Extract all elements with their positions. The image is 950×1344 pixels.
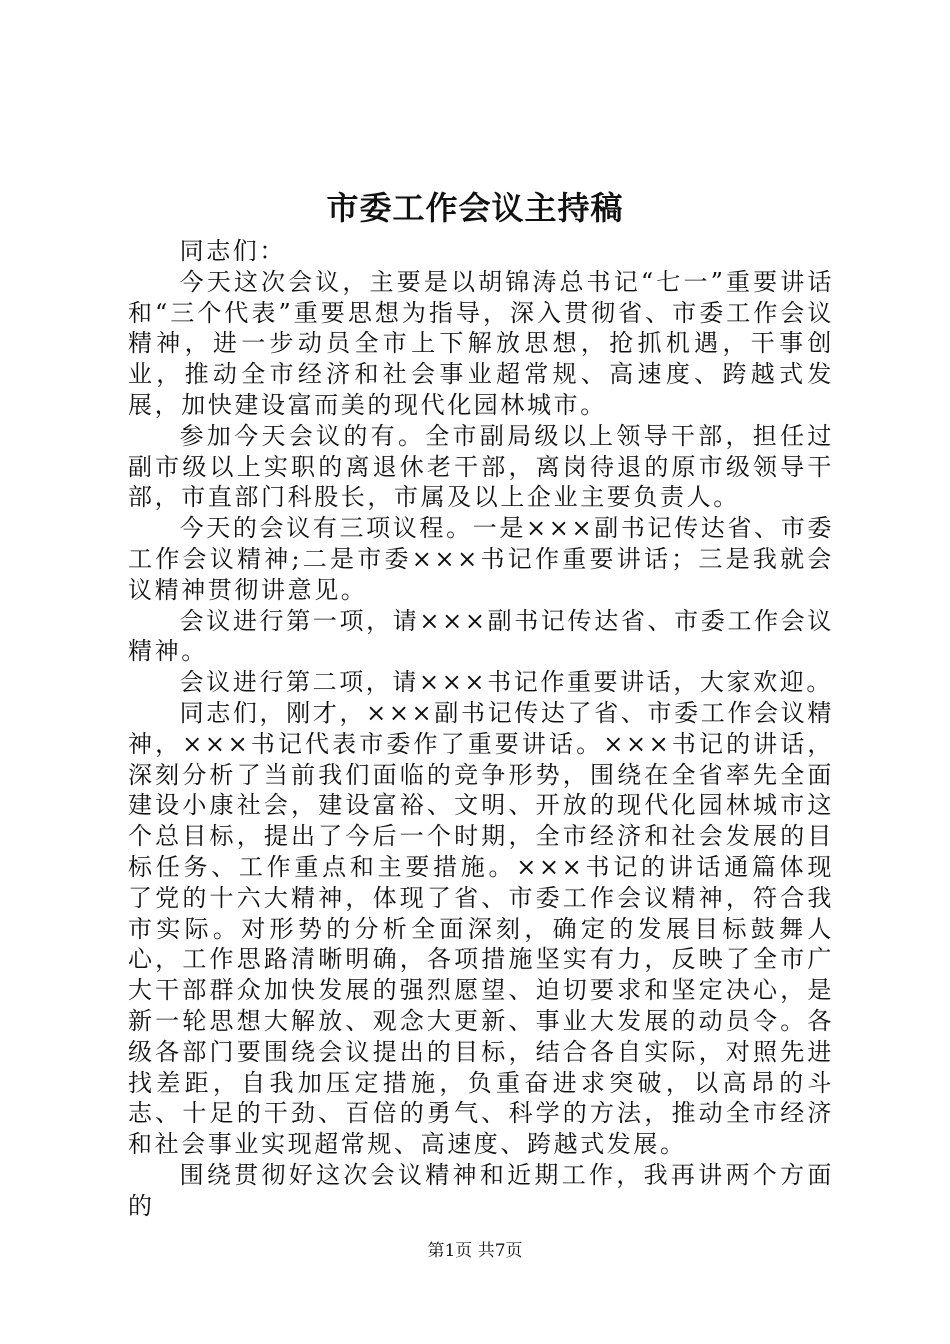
paragraph-summary: 同志们，刚才，×××副书记传达了省、市委工作会议精神，×××书记代表市委作了重要讲话。×××书记的讲话，深刻分析了当前我们面临的竞争形势，围绕在全省率先全面建设小康社会，建设富裕、文明、开放的现代化园林城市这个总目标，提出了今后一个时期，全市经济和社会发展的目标任务、工作重点和主要措施。×××书记的讲话通篇体现了党的十六大精神，体现了省、市委工作会议精神，符合我市实际。对形势的分析全面深刻，确定的发展目标鼓舞人心，工作思路清晰明确，各项措施坚实有力，反映了全市广大干部群众加快发展的强烈愿望、迫切要求和坚定决心，是新一轮思想大解放、观念大更新、事业大发展的动员令。各级各部门要围绕会议提出的目标，结合各自实际，对照先进找差距，自我加压定措施，负重奋进求突破，以高昂的斗志、十足的干劲、百倍的勇气、科学的方法，推动全市经济和社会事业实现超常规、高速度、跨越式发展。	[128, 698, 834, 1159]
document-body	[128, 236, 834, 1222]
page-footer: 第1页 共7页	[427, 1241, 523, 1261]
paragraph-salutation: 同志们：	[179, 237, 286, 265]
paragraph-item-two: 会议进行第二项，请×××书记作重要讲话，大家欢迎。	[179, 668, 833, 697]
paragraph-opening: 今天这次会议，主要是以胡锦涛总书记“七一”重要讲话和“三个代表”重要思想为指导，深入贯彻省、市委工作会议精神，进一步动员全市上下解放思想，抢抓机遇，干事创业，推动全市经济和社会事业超常规、高速度、跨越式发展，加快建设富而美的现代化园林城市。	[128, 267, 834, 419]
paragraph-agenda: 今天的会议有三项议程。一是×××副书记传达省、市委工作会议精神;二是市委×××书记作重要讲话；三是我就会议精神贯彻讲意见。	[128, 514, 834, 604]
paragraph-item-one: 会议进行第一项，请×××副书记传达省、市委工作会议精神。	[128, 606, 834, 666]
document-title: 市委工作会议主持稿	[326, 189, 624, 227]
paragraph-attendees: 参加今天会议的有。全市副局级以上领导干部，担任过副市级以上实职的离退休老干部，离岗待退的原市级领导干部，市直部门科股长，市属及以上企业主要负责人。	[128, 421, 834, 512]
paragraph-continuation: 围绕贯彻好这次会议精神和近期工作，我再讲两个方面的	[128, 1160, 834, 1220]
